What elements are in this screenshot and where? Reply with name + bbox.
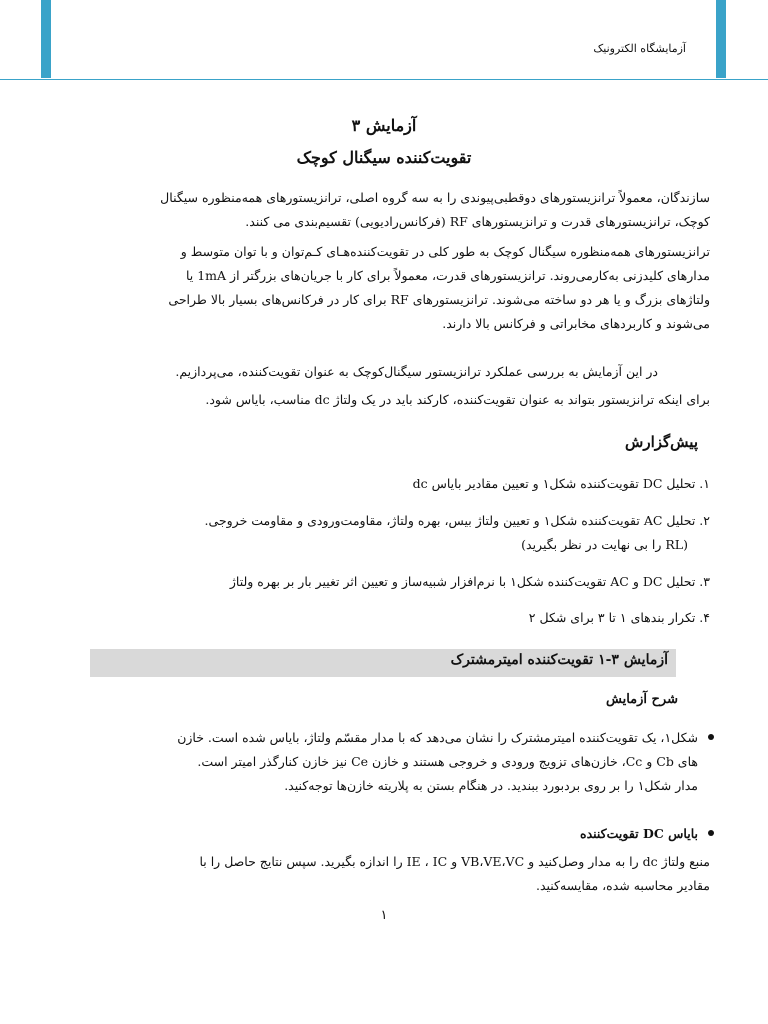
experiment-title: آزمایش ۳ [351,116,417,135]
prereport-item: ۴. تکرار بندهای ۱ تا ۳ برای شکل ۲ [528,610,710,625]
prereport-item-2 [50,509,710,557]
prereport-item-3 [50,570,710,594]
text-line: ولتاژهای بزرگ و یا هر دو ساخته می‌شوند. ترانزیستورهای RF برای کار در فرکانس‌های بسیار بالا طراحی [168,292,710,307]
text-line: کوچک، ترانزیستورهای قدرت و ترانزیستورهای RF (فرکانس‌رادیویی) تقسیم‌بندی می کنند. [245,214,710,229]
experiment-description-heading: شرح آزمایش [606,692,678,707]
bullet-icon [708,734,714,740]
bullet-title: بایاس DC تقویت‌کننده [580,826,698,841]
text-line: برای اینکه ترانزیستور بتواند به عنوان تقویت‌کننده، کارکند باید در یک ولتاژ dc مناسب، بایاس شود. [205,392,710,407]
prereport-item: ۲. تحلیل AC تقویت‌کننده شکل۱ و تعیین ولتاژ بیس، بهره ولتاژ، مقاومت‌ورودی و مقاومت خروجی. [204,513,710,528]
intro-paragraph-3 [98,360,658,384]
prereport-item-continuation: (RL را بی نهایت در نظر بگیرید) [521,537,688,552]
bullet-item-dc-bias [78,822,698,846]
text-line: های Cb و Cc، خازن‌های تزویج ورودی و خروجی هستند و خازن Ce نیز خازن کنارگذر امیتر است. [197,754,698,769]
header-accent-bar-left [41,0,51,78]
text-line: منبع ولتاژ dc را به مدار وصل‌کنید و VB،VE،VC و IE ، IC را اندازه بگیرید. سپس نتایج حاصل را با [199,854,710,869]
dc-bias-text [60,850,710,898]
bullet-icon [708,830,714,836]
text-line: مقادیر محاسبه شده، مقایسه‌کنید. [535,878,710,893]
bullet-item-circuit [78,726,698,798]
text-line: در این آزمایش به بررسی عملکرد ترانزیستور سیگنال‌کوچک به عنوان تقویت‌کننده، می‌پردازیم. [175,364,658,379]
text-line: مدار شکل۱ را بر روی بردبورد ببندید. در هنگام بستن به پلاریته خازن‌ها توجه‌کنید. [284,778,698,793]
experiment-subject: تقویت‌کننده سیگنال کوچک [296,148,472,167]
text-line: ترانزیستورهای همه‌منظوره سیگنال کوچک به طور کلی در تقویت‌کننده‌هـای کـم‌توان و با توان متوسط و [180,244,710,259]
intro-paragraph-4 [90,388,710,412]
prereport-list [50,472,710,496]
prereport-item-4 [50,606,710,630]
intro-paragraph-2 [60,240,710,336]
text-line: شکل۱، یک تقویت‌کننده امیترمشترک را نشان می‌دهد که با مدار مقسّم ولتاژ، بایاس شده است. خازن [177,730,698,745]
text-line: سازندگان، معمولاً ترانزیستورهای دوقطبی‌پیوندی را به سه گروه اصلی، ترانزیستورهای همه‌منظوره سیگنال [160,190,710,205]
page-number: ۱ [380,908,388,923]
running-head: آزمایشگاه الکترونیک [593,42,686,55]
text-line: می‌شوند و کاربردهای مخابراتی و فرکانس بالا دارند. [442,316,710,331]
section-heading: آزمایش ۳-۱ تقویت‌کننده امیترمشترک [450,652,668,668]
prereport-heading: پیش‌گزارش [625,433,698,451]
header-divider [0,79,768,80]
text-line: مدارهای کلیدزنی به‌کارمی‌روند. ترانزیستورهای قدرت، معمولاً برای کار با جریان‌های بزرگتر از 1mA یا [185,268,710,283]
header-accent-bar-right [716,0,726,78]
prereport-item: ۱. تحلیل DC تقویت‌کننده شکل۱ و تعیین مقادیر بایاس dc [412,476,710,491]
intro-paragraph-1 [60,186,710,234]
prereport-item: ۳. تحلیل DC و AC تقویت‌کننده شکل۱ با نرم‌افزار شبیه‌ساز و تعیین اثر تغییر بار بر بهره ولتاژ [229,574,710,589]
